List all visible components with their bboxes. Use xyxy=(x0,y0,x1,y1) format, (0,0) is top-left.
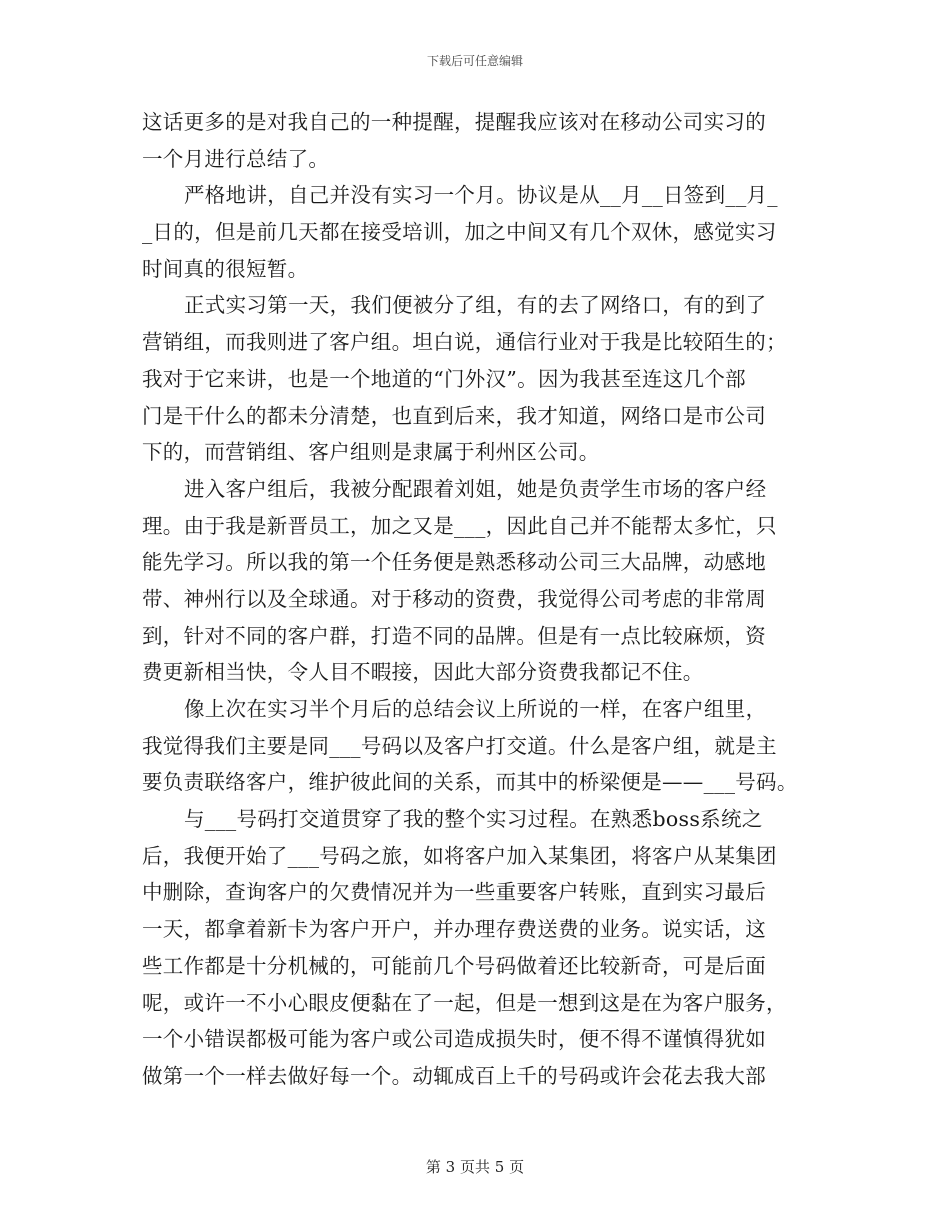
text-line: 些工作都是十分机械的，可能前几个号码做着还比较新奇，可是后面 xyxy=(142,953,766,978)
text-line: 下的，而营销组、客户组则是隶属于利州区公司。 xyxy=(142,440,600,465)
text-line: 进入客户组后，我被分配跟着刘姐，她是负责学生市场的客户经 xyxy=(184,476,767,501)
text-line: _日的，但是前几天都在接受培训，加之中间又有几个双休，感觉实习 xyxy=(142,220,777,245)
text-line: 要负责联络客户，维护彼此间的关系，而其中的桥梁便是——___号码。 xyxy=(142,770,798,795)
text-line: 理。由于我是新晋员工，加之又是___，因此自己并不能帮太多忙，只 xyxy=(142,513,777,538)
text-line: 带、神州行以及全球通。对于移动的资费，我觉得公司考虑的非常周 xyxy=(142,586,766,611)
text-line: 时间真的很短暂。 xyxy=(142,256,309,281)
text-line: 能先学习。所以我的第一个任务便是熟悉移动公司三大品牌，动感地 xyxy=(142,550,766,575)
text-line: 呢，或许一不小心眼皮便黏在了一起，但是一想到这是在为客户服务， xyxy=(142,990,787,1015)
text-line: 我觉得我们主要是同___号码以及客户打交道。什么是客户组，就是主 xyxy=(142,733,777,758)
text-line: 一个小错误都极可能为客户或公司造成损失时，便不得不谨慎得犹如 xyxy=(142,1027,766,1052)
text-line: 后，我便开始了___号码之旅，如将客户加入某集团，将客户从某集团 xyxy=(142,843,777,868)
page-footer: 第 3 页共 5 页 xyxy=(425,1158,525,1176)
text-line: 这话更多的是对我自己的一种提醒，提醒我应该对在移动公司实习的 xyxy=(142,110,766,134)
text-line: 正式实习第一天，我们便被分了组，有的去了网络口，有的到了 xyxy=(184,293,767,318)
text-line: 营销组，而我则进了客户组。坦白说，通信行业对于我是比较陌生的； xyxy=(142,330,787,355)
text-line: 与___号码打交道贯穿了我的整个实习过程。在熟悉boss系统之 xyxy=(184,807,763,832)
text-line: 到，针对不同的客户群，打造不同的品牌。但是有一点比较麻烦，资 xyxy=(142,623,766,648)
document-body xyxy=(142,104,822,1095)
text-line: 中删除，查询客户的欠费情况并为一些重要客户转账，直到实习最后 xyxy=(142,880,766,905)
page-header: 下载后可任意编辑 xyxy=(426,54,523,68)
text-line: 一天，都拿着新卡为客户开户，并办理存费送费的业务。说实话，这 xyxy=(142,917,766,942)
text-line: 我对于它来讲，也是一个地道的“门外汉”。因为我甚至连这几个部 xyxy=(142,366,746,391)
text-line: 严格地讲，自己并没有实习一个月。协议是从__月__日签到__月_ xyxy=(184,183,778,208)
text-line: 费更新相当快，令人目不暇接，因此大部分资费我都记不住。 xyxy=(142,660,704,685)
text-line: 做第一个一样去做好每一个。动辄成百上千的号码或许会花去我大部 xyxy=(142,1063,766,1088)
text-line: 像上次在实习半个月后的总结会议上所说的一样，在客户组里， xyxy=(184,697,767,721)
text-line: 门是干什么的都未分清楚，也直到后来，我才知道，网络口是市公司 xyxy=(142,403,766,428)
text-line: 一个月进行总结了。 xyxy=(142,146,330,171)
